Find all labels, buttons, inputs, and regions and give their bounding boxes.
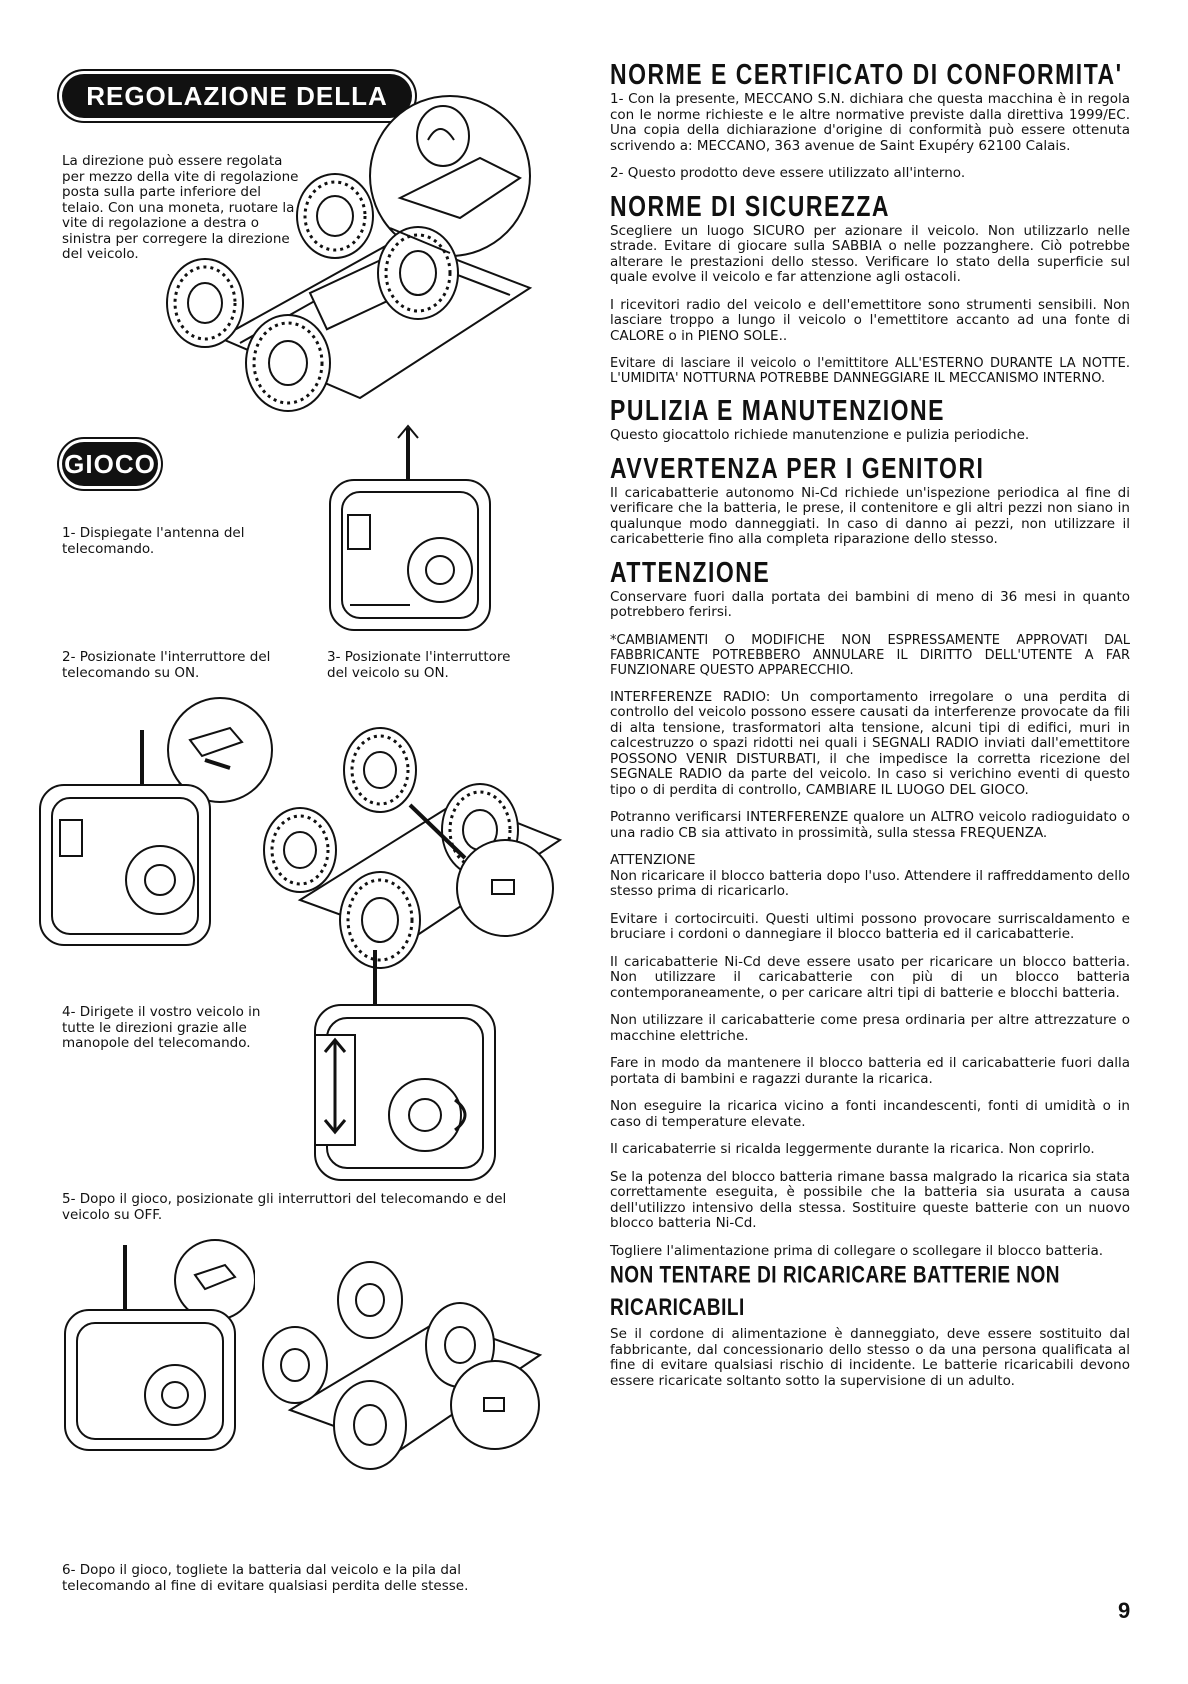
steering-illustration (160, 88, 560, 433)
remote-antenna-illustration (320, 420, 510, 635)
parents-warning-section (610, 451, 1130, 548)
attention-paragraph-1: Conservare fuori dalla portata dei bambini di meno di 36 mesi in quanto potrebbero ferirsi. (610, 588, 1130, 620)
step-4-text: 4- Dirigete il vostro veicolo in tutte le direzioni grazie alle manopole del telecomando. (62, 1004, 261, 1051)
conformity-paragraph-1: 1- Con la presente, MECCANO S.N. dichiara che questa macchina è in regola con le norme richieste e le altre normative previste dalla direttiva 1999/EC. Una copia della dichiarazione d'origine di conformità può essere ottenuta scrivendo a: MECCANO, 363 avenue de Saint Exupéry 62100 Calais. (610, 91, 1130, 154)
cleaning-title: PULIZIA E MANUTENZIONE (610, 393, 945, 426)
attention-paragraph-12: Se la potenza del blocco batteria rimane bassa malgrado la ricarica sia stata correttamente eseguita, è possibile che la batteria sia usurata a causa dell'utilizzo intensivo della stessa. Sostituire queste batterie con un nuovo blocco batteria Ni-Cd. (610, 1168, 1130, 1231)
steering-section-title: REGOLAZIONE DELLA DIREZIONE (62, 74, 412, 118)
non-rechargeable-paragraph: Se il cordone di alimentazione è danneggiato, deve essere sostituito dal fabbricante, dal concessionario dello stesso o da una persona qualificata al fine di evitare qualsiasi rischio di incidente. Le batterie ricaricabili devono essere ricaricate soltanto sotto la supervisione di un adulto. (610, 1326, 1130, 1389)
step-1-text: 1- Dispiegate l'antenna del telecomando. (62, 525, 245, 557)
vehicle-off-illustration (260, 1240, 560, 1480)
conformity-paragraph-2: 2- Questo prodotto deve essere utilizzato all'interno. (610, 165, 966, 181)
attention-paragraph-5 (610, 853, 1130, 900)
attention-paragraph-9: Fare in modo da mantenere il blocco batteria ed il caricabatterie fuori dalla portata di bambini e ragazzi durante la ricarica. (610, 1055, 1130, 1087)
attention-paragraph-10: Non eseguire la ricarica vicino a fonti incandescenti, fonti di umidità o in caso di temperature elevate. (610, 1098, 1130, 1130)
attention-paragraph-6: Evitare i cortocircuiti. Questi ultimi possono provocare surriscaldamento e bruciare i cordoni o dannegiare il blocco batteria ed il caricabatterie. (610, 910, 1130, 942)
parents-warning-paragraph: Il caricabatterie autonomo Ni-Cd richiede un'ispezione periodica al fine di verificare che la batteria, le prese, il contenitore e gli altri pezzi non siano in qualunque modo danneggiati. In caso di danno ai pezzi, non utilizzare il caricabetterie fino alla completa riparazione dello stesso. (610, 484, 1130, 547)
game-section-title: GIOCO (62, 442, 158, 486)
attention-paragraph-8: Non utilizzare il caricabatterie come presa ordinaria per altre attrezzature o macchine elettriche. (610, 1012, 1130, 1044)
safety-paragraph-2: I ricevitori radio del veicolo e dell'emettitore sono strumenti sensibili. Non lasciare troppo a lungo il veicolo o l'emettitore accanto ad una fonte di CALORE o in PIENO SOLE.. (610, 296, 1130, 344)
remote-switch-illustration (30, 690, 280, 950)
attention-paragraph-4: Potranno verificarsi INTERFERENZE qualore un ALTRO veicolo radioguidato o una radio CB sia attivato in prossimità, sulla stessa FREQUENZA. (610, 809, 1130, 841)
safety-section (610, 189, 1130, 387)
non-rechargeable-title: NON TENTARE DI RICARICARE BATTERIE NON RICARICABILI (610, 1262, 1061, 1322)
conformity-section (610, 57, 1130, 182)
step-5-text: 5- Dopo il gioco, posizionate gli interruttori del telecomando e del veicolo su OFF. (62, 1191, 507, 1223)
cleaning-section (610, 393, 1130, 444)
step-2-text: 2- Posizionate l'interruttore del telecomando su ON. (62, 649, 271, 681)
remote-direction-illustration (305, 940, 505, 1190)
right-column (610, 57, 1130, 1403)
attention-section (610, 555, 1130, 1260)
parents-warning-title: AVVERTENZA PER I GENITORI (610, 451, 985, 484)
attention-paragraph-11: Il caricabaterrie si ricalda leggermente durante la ricarica. Non coprirlo. (610, 1141, 1095, 1157)
attention-paragraph-2: *CAMBIAMENTI O MODIFICHE NON ESPRESSAMENTE APPROVATI DAL FABBRICANTE POTREBBERO ANNULARE IL DIRITTO DELL'UTENTE A FAR FUNZIONARE QUESTO APPARECCHIO. (610, 632, 1130, 678)
non-rechargeable-section (610, 1262, 1130, 1389)
attention-paragraph-13: Togliere l'alimentazione prima di collegare o scollegare il blocco batteria. (610, 1242, 1104, 1259)
steering-text: La direzione può essere regolata per mezzo della vite di regolazione posta sulla parte inferiore del telaio. Con una moneta, ruotare la vite di regolazione a destra o sinistra per corregere la direzione del veicolo. (62, 153, 299, 262)
attention-title: ATTENZIONE (610, 555, 771, 588)
attention-paragraph-3: INTERFERENZE RADIO: Un comportamento irregolare o una perdita di controllo del veicolo possono essere causati da interferenze provocate da fili di alta tensione, trasformatori alta tensione, alcuni tipi di edifici, muri in calcestruzzo o spazi ridotti nei quali i SEGNALI RADIO inviati dall'emettitore POSSONO VENIR DISTURBATI, il che impedisce la corretta ricezione del SEGNALE RADIO da parte del veicolo. In caso si verichino eventi di questo tipo o di perdita di controllo, CAMBIARE IL LUOGO DEL GIOCO. (610, 688, 1130, 798)
attention-paragraph-5-text: Non ricaricare il blocco batteria dopo l'uso. Attendere il raffreddamento dello stesso prima di ricaricarlo. (610, 867, 1130, 899)
cleaning-paragraph: Questo giocattolo richiede manutenzione e pulizia periodiche. (610, 427, 1030, 443)
safety-paragraph-3: Evitare di lasciare il veicolo o l'emittitore ALL'ESTERNO DURANTE LA NOTTE. L'UMIDITA' NOTTURNA POTREBBE DANNEGGIARE IL MECCANISMO INTERNO. (610, 356, 1130, 386)
safety-paragraph-1: Scegliere un luogo SICURO per azionare il veicolo. Non utilizzarlo nelle strade. Evitare di giocare sulla SABBIA o nelle pozzanghere. Ciò potrebbe alterare le prestazioni dello stesso. Verificare lo stato della superficie sul quale evolve il veicolo e far attenzione agli ostacoli. (610, 222, 1130, 285)
wheel-icon (297, 174, 373, 258)
attention-paragraph-7: Il caricabatterie Ni-Cd deve essere usato per ricaricare un blocco batteria. Non utilizzare il caricabatterie con più di un blocco batteria contemporaneamente, o per caricare altri tipi di batterie e blocchi batteria. (610, 953, 1130, 1001)
step-3-text: 3- Posizionate l'interruttore del veicolo su ON. (327, 649, 511, 681)
safety-title: NORME DI SICUREZZA (610, 189, 890, 222)
step-6-text: 6- Dopo il gioco, togliete la batteria dal veicolo e la pila dal telecomando al fine di evitare qualsiasi perdita delle stesse. (62, 1562, 469, 1594)
remote-off-illustration (55, 1235, 255, 1455)
attention-subheading: ATTENZIONE (610, 852, 696, 868)
page-number: 9 (1118, 1598, 1131, 1623)
conformity-title: NORME E CERTIFICATO DI CONFORMITA' (610, 57, 1123, 90)
